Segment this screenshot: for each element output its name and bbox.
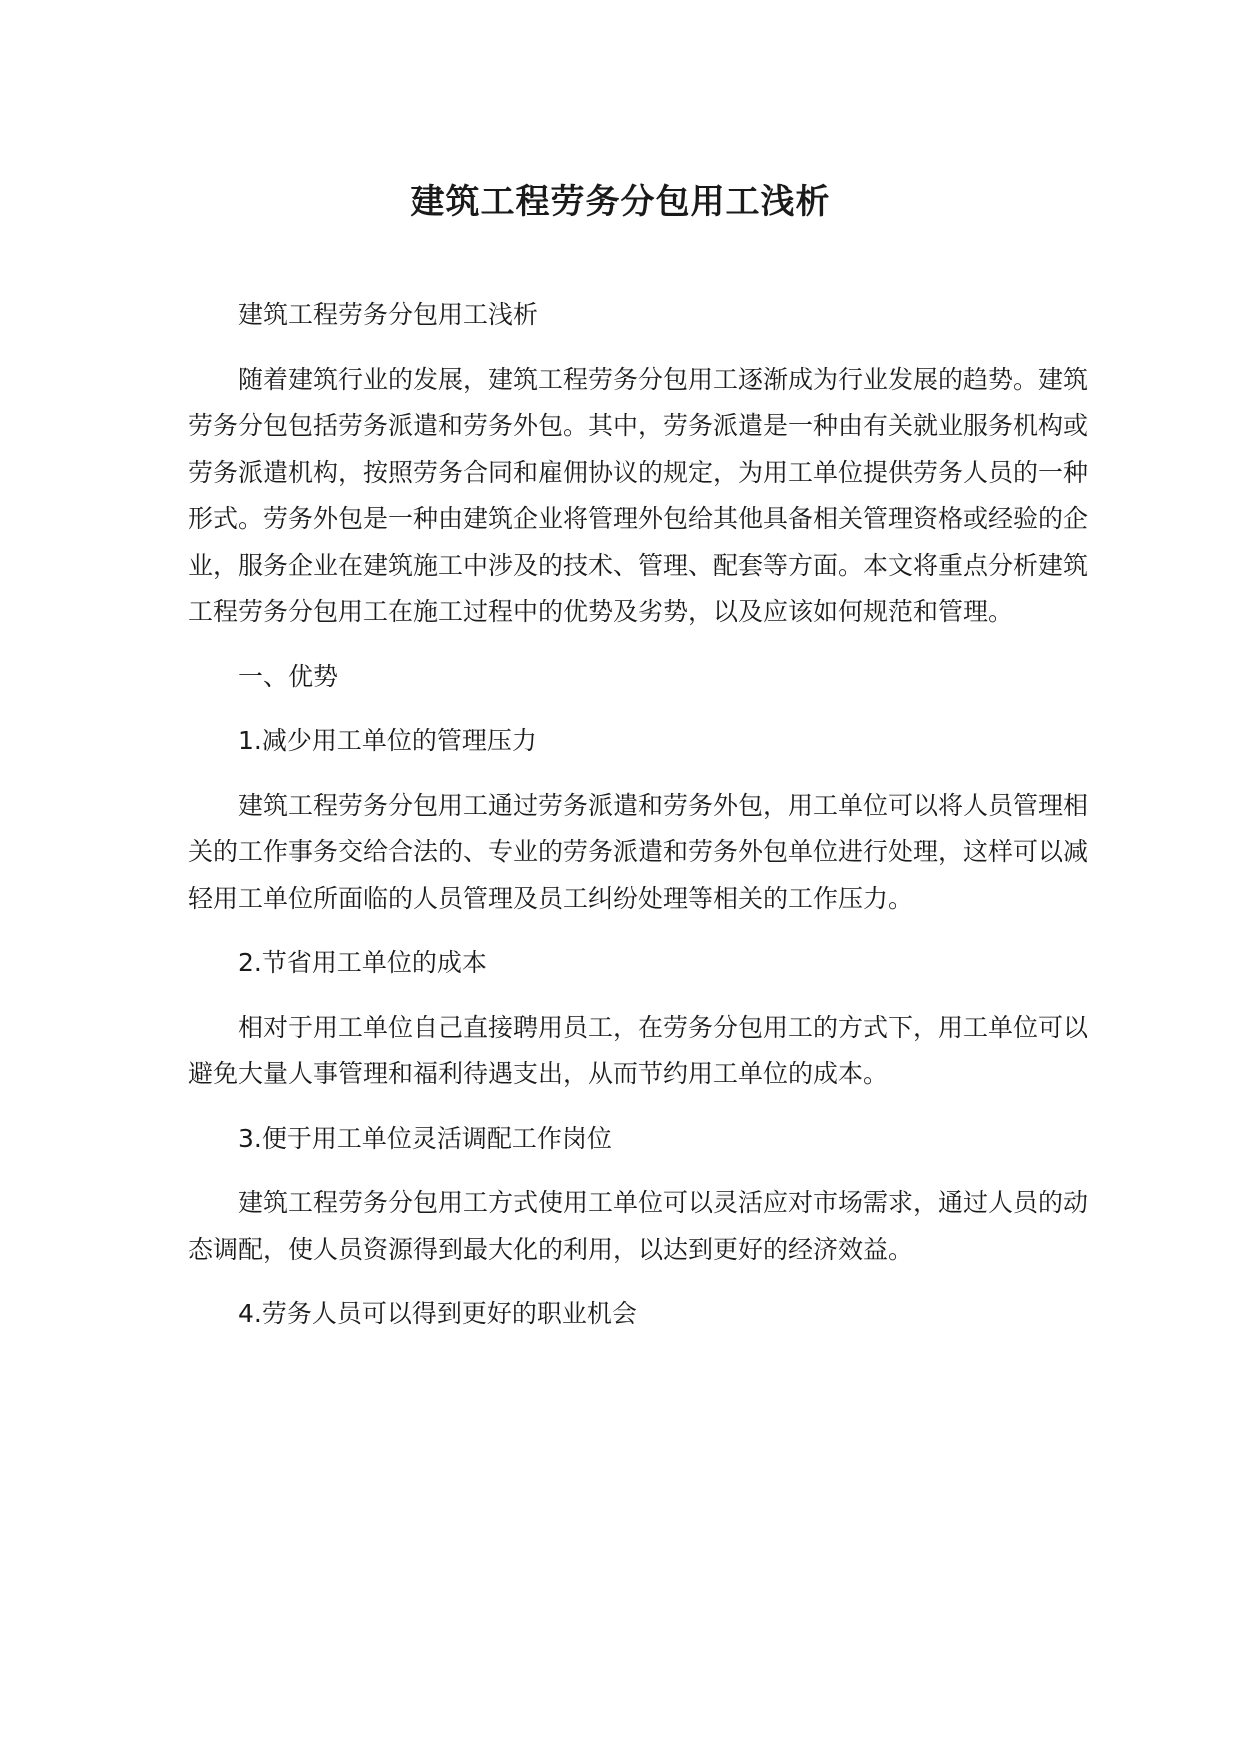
section-heading-advantages: 一、优势 xyxy=(238,661,339,691)
point-paragraph-3: 建筑工程劳务分包用工方式使用工单位可以灵活应对市场需求，通过人员的动态调配，使人员资源得到最大化的利用，以达到更好的经济效益。 xyxy=(188,1188,1089,1264)
point-heading-4: 4.劳务人员可以得到更好的职业机会 xyxy=(238,1299,637,1328)
point-heading-3: 3.便于用工单位灵活调配工作岗位 xyxy=(238,1123,612,1153)
document-subtitle: 建筑工程劳务分包用工浅析 xyxy=(238,300,539,329)
document-body xyxy=(188,292,1088,1356)
intro-paragraph: 随着建筑行业的发展，建筑工程劳务分包用工逐渐成为行业发展的趋势。建筑劳务分包包括劳务派遣和劳务外包。其中，劳务派遣是一种由有关就业服务机构或劳务派遣机构，按照劳务合同和雇佣协议的规定，为用工单位提供劳务人员的一种形式。劳务外包是一种由建筑企业将管理外包给其他具备相关管理资格或经验的企业，服务企业在建筑施工中涉及的技术、管理、配套等方面。本文将重点分析建筑工程劳务分包用工在施工过程中的优势及劣势，以及应该如何规范和管理。 xyxy=(188,364,1089,626)
point-paragraph-2: 相对于用工单位自己直接聘用员工，在劳务分包用工的方式下，用工单位可以避免大量人事管理和福利待遇支出，从而节约用工单位的成本。 xyxy=(188,1012,1089,1088)
point-heading-1: 1.减少用工单位的管理压力 xyxy=(238,726,537,755)
point-paragraph-1: 建筑工程劳务分包用工通过劳务派遣和劳务外包，用工单位可以将人员管理相关的工作事务交给合法的、专业的劳务派遣和劳务外包单位进行处理，这样可以减轻用工单位所面临的人员管理及员工纠纷处理等相关的工作压力。 xyxy=(188,790,1089,913)
point-heading-2: 2.节省用工单位的成本 xyxy=(238,948,487,977)
document-title: 建筑工程劳务分包用工浅析 xyxy=(410,182,831,222)
